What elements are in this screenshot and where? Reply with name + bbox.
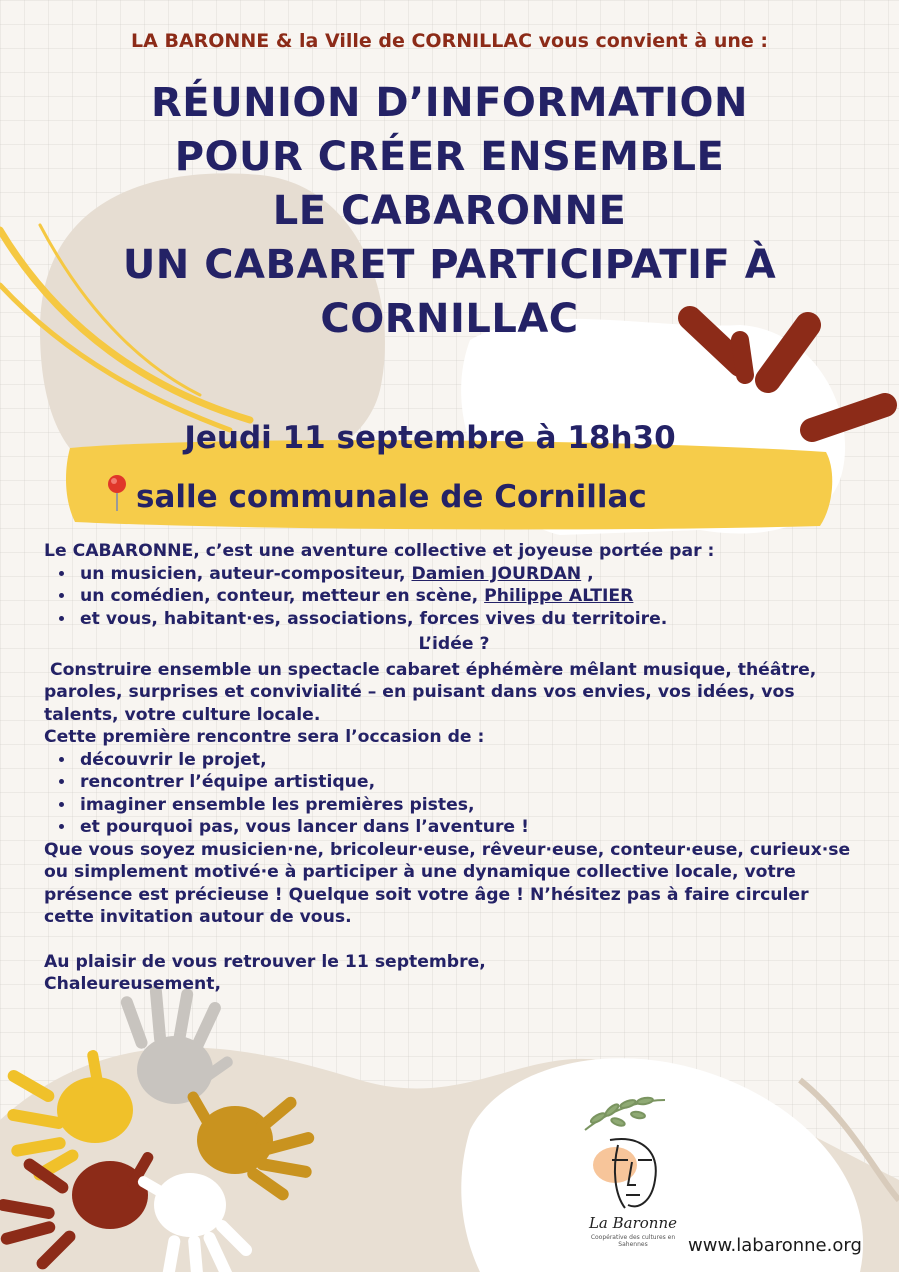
closing-signature: Chaleureusement, <box>44 974 222 994</box>
idea-paragraph: Construire ensemble un spectacle cabaret éphémère mêlant musique, théâtre, paroles, surprises et convivialité – en puisant dans vos envies, vos idées, vos talents, votre culture locale. <box>44 659 823 725</box>
event-date-time: Jeudi 11 septembre à 18h30 <box>184 420 676 456</box>
logo-name: La Baronne <box>588 1214 678 1232</box>
list-item <box>76 585 864 608</box>
closing-line: Au plaisir de vous retrouver le 11 septembre, <box>44 951 486 972</box>
title-line: RÉUNION D’INFORMATION <box>150 80 749 126</box>
spacer <box>44 929 864 951</box>
event-location <box>104 473 804 515</box>
website-link[interactable]: www.labaronne.org <box>688 1235 862 1256</box>
list-item: • découvrir le projet, <box>76 749 864 772</box>
invitation-paragraph: Que vous soyez musicien·ne, bricoleur·euse, rêveur·euse, conteur·euse, curieux·se ou simplement motivé·e à participer à une dynamique collective locale, votre présence est précieuse ! Quelque soit votre âge ! N’hésitez pas à faire circuler cette invitation autour de vous. <box>44 839 851 927</box>
list-item <box>76 608 864 631</box>
carriers-list <box>44 563 864 631</box>
damien-jourdan-link[interactable]: Damien JOURDAN <box>411 563 582 584</box>
occasion-intro: Cette première rencontre sera l’occasion de : <box>44 727 485 747</box>
carrier-text: et vous, habitant·es, associations, forces vives du territoire. <box>80 608 668 629</box>
title-line: POUR CRÉER ENSEMBLE <box>174 134 725 180</box>
list-item: • imaginer ensemble les premières pistes, <box>76 794 864 817</box>
idea-heading: L’idée ? <box>418 634 490 654</box>
logo-tagline: Coopérative des cultures en Sahennes <box>590 1234 676 1248</box>
carrier-text: un comédien, conteur, metteur en scène, <box>80 586 485 606</box>
map-pin-icon <box>104 473 130 513</box>
carrier-after: , <box>581 563 594 584</box>
list-item <box>76 563 864 586</box>
intro-paragraph: Le CABARONNE, c’est une aventure collective et joyeuse portée par : <box>44 541 715 561</box>
main-title <box>60 76 839 346</box>
title-line: LE CABARONNE <box>272 188 627 234</box>
carrier-text: un musicien, auteur-compositeur, <box>80 563 412 584</box>
list-item: • rencontrer l’équipe artistique, <box>76 771 864 794</box>
body-text <box>44 540 864 996</box>
list-item: • et pourquoi pas, vous lancer dans l’aventure ! <box>76 816 864 839</box>
title-line: UN CABARET PARTICIPATIF À <box>122 242 777 288</box>
title-line: CORNILLAC <box>320 296 579 342</box>
philippe-altier-link[interactable]: Philippe ALTIER <box>484 586 634 606</box>
occasion-list <box>44 749 864 839</box>
event-location-text: salle communale de Cornillac <box>136 479 647 515</box>
invite-line: LA BARONNE & la Ville de CORNILLAC vous convient à une : <box>131 30 768 52</box>
